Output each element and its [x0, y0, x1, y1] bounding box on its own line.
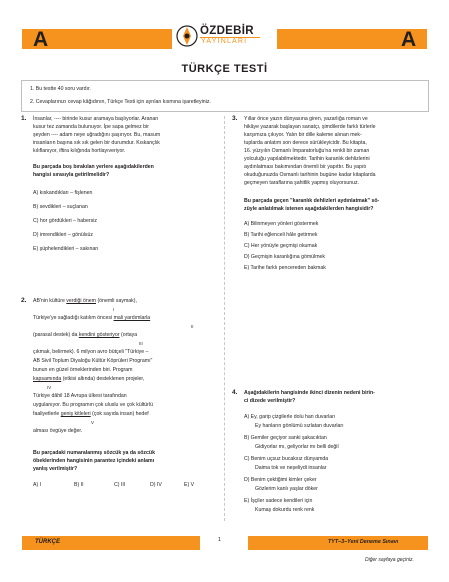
option-line: A) Ey, garip çizgilerle dolu han duvarları [244, 414, 336, 420]
passage-line: hikâye yazarak başlayan sanatçı, şimdilerde farklı türlerle [244, 124, 376, 130]
column-divider [224, 116, 225, 521]
option-line: Gidiyorlar mı, geliyorlar mı belli değil [255, 444, 339, 450]
text-segment: (çok sayıda insan) hedef [90, 411, 149, 417]
passage-line: kusur tez zamanda bulunuyor. İpe sapa gelmez bir [33, 124, 149, 130]
option-d[interactable]: D) Geçmişin karanlığına gömülmek [244, 254, 326, 260]
option-line: Kumaş dokurdu renk renk [255, 507, 315, 513]
passage-line: aydınlatması bakımından önemli bir yapıttır. Bu yapıtı [244, 164, 367, 170]
option-d[interactable]: D) IV [150, 482, 162, 488]
option-line: C) Benim uçsuz bucaksız dünyamda [244, 456, 329, 462]
passage-line: 16. yüzyılın Osmanlı İmparatorluğu'na renkli bir zaman [244, 148, 370, 154]
passage-line: AB Sivil Toplum Diyaloğu Kültür Köprüleri Programı" [33, 358, 153, 364]
prompt-line: Bu parçada boş bırakılan yerlere aşağıdakilerden [33, 164, 154, 170]
question-3 [232, 116, 430, 286]
question-number: 3. [232, 115, 238, 122]
question-number: 2. [21, 297, 27, 304]
option-c[interactable]: C) hor gördükleri – habersiz [33, 218, 98, 224]
instruction-line: 2. Cevaplarınızı cevap kâğıdının, Türkçe Testi için ayrılan kısmına işaretleyiniz. [30, 99, 211, 105]
text-segment: (önemli saymak), [96, 298, 137, 304]
passage-line: bunun en güzel örneklerinden biri. Program [33, 367, 133, 373]
underlined-word-ii: mali yardımlarla [113, 315, 151, 321]
passage-line [33, 315, 150, 323]
text-segment: faaliyetlerle [33, 411, 61, 417]
option-c[interactable]: C) Her yönüyle geçmişi okumak [244, 243, 318, 249]
booklet-letter-left: A [33, 28, 49, 51]
question-4 [232, 390, 430, 522]
passage-line [33, 411, 149, 419]
page-title: TÜRKÇE TESTİ [181, 63, 268, 75]
option-a[interactable]: A) I [33, 482, 42, 488]
underlined-word-iv: kapsamında [33, 376, 62, 382]
passage-line [33, 332, 137, 340]
page-footer [0, 530, 449, 582]
underlined-word-v: geniş kitleleri [60, 411, 91, 417]
option-e[interactable]: E) V [184, 482, 195, 488]
prompt-line: Bu parçada geçen "karanlık dehlizleri aydınlatmak" sö- [244, 198, 380, 204]
question-number: 4. [232, 389, 238, 396]
marker-v: V [91, 420, 94, 425]
publisher-logo-icon [176, 24, 198, 48]
prompt-line: Bu parçadaki numaralanmış sözcük ya da sözcük [33, 450, 155, 456]
page-header [0, 0, 449, 58]
marker-iii: III [139, 341, 143, 346]
instruction-line: 1. Bu testte 40 soru vardır. [30, 86, 91, 92]
passage-line: İnsanlar, ---- birinde kusur aramaya başlıyorlar. Aranan [33, 116, 159, 122]
footer-exam-name: TYT–3–Yeni Deneme Sınavı [328, 539, 399, 545]
next-page-note: Diğer sayfaya geçiniz. [365, 557, 414, 563]
option-line: Daima tok ve neşeliydi insanlar [255, 465, 327, 471]
prompt-line: züyle anlatılmak istenen aşağıdakilerden hangisidir? [244, 206, 374, 212]
passage-line: Yıllar önce yazın dünyasına giren, yazarlığa roman ve [244, 116, 368, 122]
passage-line: karşımıza çıkıyor. Yalın bir dille kaleme alınan mek- [244, 132, 362, 138]
option-d[interactable]: D) imrendikleri – gönülsüz [33, 232, 93, 238]
option-a[interactable]: A) Bilinmeyen yönleri göstermek [244, 221, 319, 227]
option-line: Gözlerim kanlı yaşlar döker [255, 486, 318, 492]
footer-subject: TÜRKÇE [35, 539, 60, 545]
prompt-line: hangisi sırasıyla getirilmelidir? [33, 172, 110, 178]
option-line: Ey hanların gönlümü sızlatan duvarları [255, 423, 344, 429]
option-b[interactable]: B) sevdikleri – suçlanan [33, 204, 88, 210]
passage-line: yolculuğu yapılabilmektedir. Tarihin karanlık dehlizlerini [244, 156, 370, 162]
question-1 [21, 116, 219, 276]
option-c[interactable]: C) III [114, 482, 126, 488]
text-segment: (etkisi altında) desteklenen projeler, [61, 376, 145, 382]
passage-line: geçmeyen taraflarına şahitlik yapmış oluyorsunuz. [244, 180, 360, 186]
brand-name: ÖZDEBİR [200, 25, 254, 37]
prompt-line: yanlış verilmiştir? [33, 466, 78, 472]
publisher-logo [176, 24, 276, 50]
text-segment: (parasal destek) da [33, 332, 79, 338]
option-line: E) İşçiler sadece kendileri için [244, 498, 313, 504]
option-b[interactable]: B) II [74, 482, 84, 488]
question-2 [21, 298, 219, 522]
booklet-letter-right: A [401, 28, 417, 51]
instructions-box [21, 80, 429, 112]
marker-iv: IV [47, 385, 52, 390]
question-passage [33, 298, 219, 458]
passage-line: kılıflanıyor, iftira kılığında hortlayıveriyor. [33, 148, 126, 154]
prompt-line: öbeklerinden hangisinin parantez içindeki anlamı [33, 458, 155, 464]
text-segment: Türkiye'ye sağladığı katılım öncesi [33, 315, 114, 321]
passage-line: Türkiye dâhil 18 Avrupa ülkesi tarafından [33, 393, 127, 399]
passage-line: çıkmak, belirmek). 6 milyon avro bütçeli "Türkiye – [33, 349, 149, 355]
text-segment: (ortaya [119, 332, 138, 338]
option-e[interactable]: E) şüphelendikleri – sakınan [33, 246, 99, 252]
underlined-word-i: verdiği önem [66, 298, 96, 304]
prompt-line: ci dizede verilmiştir? [244, 398, 296, 404]
underlined-word-iii: kendini gösteriyor [78, 332, 120, 338]
option-a[interactable]: A) kıskandıkları – fişlenen [33, 190, 93, 196]
brand-subtitle: YAYINLARI [201, 38, 248, 45]
option-e[interactable]: E) Tarihe farklı pencereden bakmak [244, 265, 326, 271]
option-line: D) Benim çektiğimi kimler çeker [244, 477, 317, 483]
page-number: 1 [218, 537, 221, 543]
marker-i: I [113, 307, 115, 312]
option-line: B) Gemiler geçiyor sanki şakacıktan [244, 435, 327, 441]
passage-line [33, 376, 144, 384]
passage-line: uygulanıyor. Bu programın çok uluslu ve çok kültürlü [33, 402, 153, 408]
question-number: 1. [21, 115, 27, 122]
passage-line: şeyden ---- adam neye uğradığını şaşırıyor. Bu, masum [33, 132, 161, 138]
passage-line: insanların başına sık sık gelen bir durumdur. Kıskançlık [33, 140, 160, 146]
passage-line: okuduğunuzda Osmanlı tarihinin bugüne kadar kitaplarda [244, 172, 376, 178]
marker-ii: II [191, 324, 194, 329]
option-b[interactable]: B) Tarihi eğlenceli hâle getirmek [244, 232, 318, 238]
passage-line: tuplarda anlatım son derece sürükleyicidir. Bu kitapta, [244, 140, 367, 146]
prompt-line: Aşağıdakilerin hangisinde ikinci dizenin nedeni birin- [244, 390, 375, 396]
passage-line: alması övgüye değer. [33, 428, 83, 434]
text-segment: AB'nin kültüre [33, 298, 67, 304]
passage-line [33, 298, 137, 306]
